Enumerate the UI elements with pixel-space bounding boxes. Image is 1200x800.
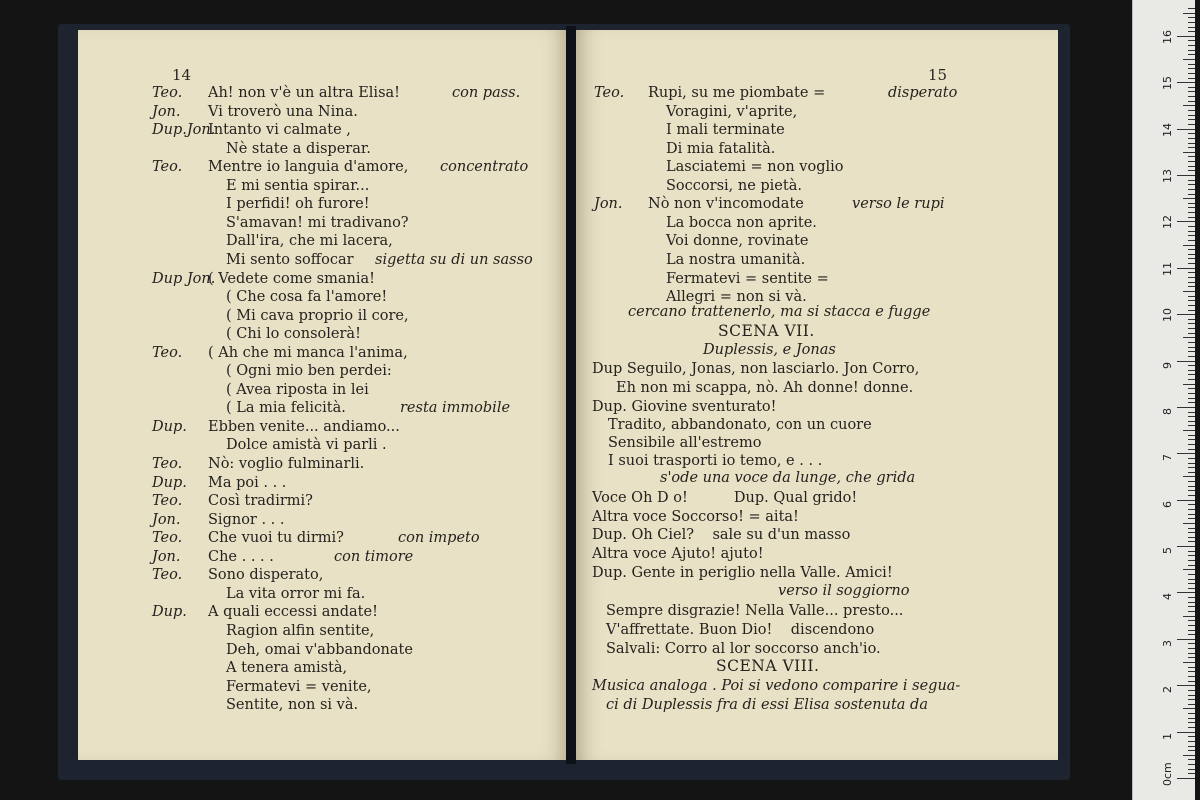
- ruler-tick: [1188, 17, 1195, 18]
- text-line: Altra voce Soccorso! = aita!: [592, 509, 799, 525]
- ruler-tick: [1188, 653, 1195, 654]
- ruler-tick: [1188, 68, 1195, 69]
- ruler-label: 13: [1161, 168, 1174, 183]
- stage-direction: disperato: [888, 85, 958, 101]
- ruler-tick: [1188, 254, 1195, 255]
- ruler-tick: [1188, 54, 1195, 55]
- verse-line: Fermatevi = venite,: [226, 678, 372, 695]
- verse-line: Che . . . .: [208, 548, 274, 565]
- ruler-tick: [1183, 430, 1195, 431]
- ruler-tick: [1188, 96, 1195, 97]
- ruler-tick: [1188, 671, 1195, 672]
- speaker-label: Teo.: [594, 85, 625, 101]
- stage-direction: cercano trattenerlo, ma si stacca e fugge: [628, 304, 931, 320]
- ruler-tick: [1188, 272, 1195, 273]
- speaker-label: Dup.Jon.: [152, 122, 216, 139]
- ruler-tick: [1188, 481, 1195, 482]
- ruler-label: 3: [1161, 639, 1174, 647]
- ruler-tick: [1188, 773, 1195, 774]
- ruler-tick: [1183, 152, 1195, 153]
- ruler-tick: [1188, 161, 1195, 162]
- ruler-tick: [1188, 402, 1195, 403]
- speaker-label: Teo.: [152, 344, 183, 361]
- ruler-label: 2: [1161, 686, 1174, 694]
- verse-line: ( Chi lo consolerà!: [226, 326, 361, 343]
- verse-line: Ragion alfin sentite,: [226, 622, 375, 639]
- verse-line: E mi sentia spirar...: [226, 177, 370, 194]
- ruler-tick: [1188, 110, 1195, 111]
- speaker-label: Teo.: [152, 85, 183, 101]
- speaker-label: Jon.: [152, 103, 181, 120]
- ruler-tick: [1188, 769, 1195, 770]
- ruler-tick: [1188, 643, 1195, 644]
- ruler-tick: [1188, 750, 1195, 751]
- ruler-tick: [1188, 736, 1195, 737]
- ruler-tick: [1188, 115, 1195, 116]
- ruler-tick: [1188, 124, 1195, 125]
- ruler-tick: [1188, 305, 1195, 306]
- verse-line: S'amavan! mi tradivano?: [226, 214, 409, 231]
- measuring-ruler: [1132, 0, 1195, 800]
- verse-line: Rupi, su me piombate =: [648, 85, 826, 101]
- ruler-tick: [1188, 365, 1195, 366]
- ruler-tick: [1188, 277, 1195, 278]
- ruler-tick: [1188, 286, 1195, 287]
- ruler-tick: [1188, 490, 1195, 491]
- verse-line: Sono disperato,: [208, 567, 324, 584]
- page-number-right: 15: [928, 66, 948, 84]
- ruler-label: 1: [1161, 732, 1174, 740]
- ruler-tick: [1188, 532, 1195, 533]
- ruler-tick: [1177, 639, 1195, 640]
- ruler-tick: [1188, 101, 1195, 102]
- ruler-label: 6: [1161, 500, 1174, 508]
- ruler-tick: [1188, 579, 1195, 580]
- verse-line: A quali eccessi andate!: [208, 604, 378, 621]
- ruler-tick: [1188, 351, 1195, 352]
- ruler-tick: [1183, 198, 1195, 199]
- ruler-label: 10: [1161, 308, 1174, 323]
- ruler-tick: [1188, 541, 1195, 542]
- ruler-tick: [1188, 310, 1195, 311]
- speaker-label: Jon.: [152, 511, 181, 528]
- ruler-tick: [1188, 226, 1195, 227]
- ruler-tick: [1188, 388, 1195, 389]
- ruler-tick: [1188, 45, 1195, 46]
- ruler-tick: [1177, 221, 1195, 222]
- speaker-label: Dup.: [152, 474, 187, 491]
- ruler-tick: [1177, 314, 1195, 315]
- verse-line: Allegri = non si và.: [666, 289, 807, 306]
- ruler-tick: [1183, 523, 1195, 524]
- ruler-tick: [1188, 22, 1195, 23]
- ruler-tick: [1188, 296, 1195, 297]
- ruler-tick: [1177, 175, 1195, 176]
- book-gutter: [566, 26, 576, 764]
- ruler-tick: [1188, 551, 1195, 552]
- ruler-tick: [1188, 425, 1195, 426]
- ruler-tick: [1177, 500, 1195, 501]
- verse-line: Dolce amistà vi parli .: [226, 437, 387, 454]
- ruler-label: 16: [1161, 29, 1174, 44]
- stage-direction: con impeto: [398, 530, 480, 547]
- ruler-tick: [1188, 300, 1195, 301]
- ruler-tick: [1188, 87, 1195, 88]
- ruler-tick: [1188, 528, 1195, 529]
- ruler-tick: [1188, 249, 1195, 250]
- ruler-tick: [1188, 486, 1195, 487]
- ruler-tick: [1188, 347, 1195, 348]
- text-line: Sempre disgrazie! Nella Valle... presto...: [606, 603, 904, 619]
- ruler-tick: [1188, 602, 1195, 603]
- ruler-tick: [1188, 78, 1195, 79]
- speaker-label: Teo.: [152, 159, 183, 176]
- speaker-label: Teo.: [152, 530, 183, 547]
- ruler-tick: [1188, 143, 1195, 144]
- ruler-tick: [1183, 105, 1195, 106]
- verse-line: La vita orror mi fa.: [226, 585, 366, 602]
- ruler-tick: [1188, 634, 1195, 635]
- ruler-tick: [1188, 333, 1195, 334]
- verse-line: Signor . . .: [208, 511, 285, 528]
- verse-line: I mali terminate: [666, 122, 785, 139]
- ruler-label: 15: [1161, 76, 1174, 91]
- verse-line: Che vuoi tu dirmi?: [208, 530, 344, 547]
- verse-line: Soccorsi, ne pietà.: [666, 177, 802, 194]
- text-line: V'affrettate. Buon Dio! discendono: [606, 622, 875, 638]
- ruler-tick: [1188, 379, 1195, 380]
- ruler-tick: [1188, 657, 1195, 658]
- verse-line: La nostra umanità.: [666, 251, 806, 268]
- stage-direction: verso le rupi: [852, 196, 945, 213]
- ruler-tick: [1188, 565, 1195, 566]
- verse-line: La bocca non aprite.: [666, 214, 817, 231]
- ruler-tick: [1188, 319, 1195, 320]
- text-line: Dup. Gente in periglio nella Valle. Amici!: [592, 565, 893, 581]
- ruler-tick: [1188, 537, 1195, 538]
- verse-line: ( La mia felicità.: [226, 400, 346, 417]
- stage-direction: s'ode una voce da lunge, che grida: [660, 470, 916, 486]
- ruler-tick: [1188, 263, 1195, 264]
- verse-line: Deh, omai v'abbandonate: [226, 641, 413, 658]
- verse-line: Mi sento soffocar: [226, 251, 354, 268]
- ruler-tick: [1188, 444, 1195, 445]
- speaker-label: Dup.: [152, 604, 187, 621]
- ruler-tick: [1188, 514, 1195, 515]
- speaker-label: Jon.: [152, 548, 181, 565]
- ruler-label: 9: [1161, 361, 1174, 369]
- verse-line: ( Che cosa fa l'amore!: [226, 289, 388, 306]
- ruler-label: 14: [1161, 122, 1174, 137]
- ruler-tick: [1177, 36, 1195, 37]
- ruler-tick: [1188, 704, 1195, 705]
- verse-line: ( Avea riposta in lei: [226, 381, 369, 398]
- ruler-tick: [1183, 291, 1195, 292]
- ruler-tick: [1188, 217, 1195, 218]
- ruler-tick: [1177, 268, 1195, 269]
- ruler-tick: [1188, 495, 1195, 496]
- ruler-tick: [1188, 435, 1195, 436]
- ruler-label: 7: [1161, 454, 1174, 462]
- ruler-tick: [1188, 184, 1195, 185]
- ruler-tick: [1188, 258, 1195, 259]
- ruler-tick: [1188, 472, 1195, 473]
- ruler-tick: [1183, 476, 1195, 477]
- ruler-tick: [1177, 82, 1195, 83]
- stage-direction: sigetta su di un sasso: [375, 251, 533, 268]
- verse-line: Ah! non v'è un altra Elisa!: [208, 85, 400, 101]
- ruler-tick: [1188, 449, 1195, 450]
- ruler-tick: [1188, 555, 1195, 556]
- verse-line: Mentre io languia d'amore,: [208, 159, 409, 176]
- verse-line: ( Mi cava proprio il core,: [226, 307, 409, 324]
- ruler-tick: [1188, 611, 1195, 612]
- verse-line: Ma poi . . .: [208, 474, 287, 491]
- ruler-tick: [1188, 342, 1195, 343]
- ruler-tick: [1188, 648, 1195, 649]
- ruler-tick: [1188, 31, 1195, 32]
- ruler-tick: [1183, 384, 1195, 385]
- ruler-tick: [1177, 732, 1195, 733]
- ruler-tick: [1183, 755, 1195, 756]
- verse-line: Nò: voglio fulminarli.: [208, 456, 365, 472]
- ruler-tick: [1188, 207, 1195, 208]
- verse-line: Voi donne, rovinate: [666, 233, 809, 250]
- verse-line: Voragini, v'aprite,: [666, 103, 798, 120]
- ruler-tick: [1177, 129, 1195, 130]
- scene-persons: Duplessis, e Jonas: [703, 342, 836, 358]
- text-line: Salvali: Corro al lor soccorso anch'io.: [606, 641, 881, 657]
- speaker-label: Teo.: [152, 567, 183, 584]
- ruler-tick: [1188, 356, 1195, 357]
- ruler-tick: [1188, 374, 1195, 375]
- ruler-tick: [1188, 676, 1195, 677]
- ruler-tick: [1188, 323, 1195, 324]
- ruler-tick: [1177, 685, 1195, 686]
- text-line: Sensibile all'estremo: [608, 435, 762, 451]
- ruler-tick: [1188, 8, 1195, 9]
- verse-line: Nè state a disperar.: [226, 140, 371, 157]
- text-line: Dup. Oh Ciel? sale su d'un masso: [592, 527, 851, 543]
- speaker-label: Dup.: [152, 418, 187, 435]
- ruler-tick: [1188, 518, 1195, 519]
- ruler-tick: [1188, 231, 1195, 232]
- ruler-tick: [1188, 690, 1195, 691]
- ruler-tick: [1188, 412, 1195, 413]
- ruler-tick: [1183, 569, 1195, 570]
- ruler-tick: [1183, 13, 1195, 14]
- ruler-tick: [1188, 741, 1195, 742]
- ruler-tick: [1183, 337, 1195, 338]
- verse-line: Così tradirmi?: [208, 493, 313, 510]
- speaker-label: Teo.: [152, 456, 183, 472]
- scene-heading: SCENA VIII.: [716, 657, 820, 675]
- ruler-tick: [1188, 328, 1195, 329]
- stage-direction: con timore: [334, 548, 414, 565]
- ruler-tick: [1188, 467, 1195, 468]
- stage-direction: Musica analoga . Poi si vedono comparire i segua-: [592, 678, 961, 694]
- ruler-tick: [1188, 156, 1195, 157]
- stage-direction: resta immobile: [400, 400, 511, 417]
- verse-line: Ebben venite... andiamo...: [208, 418, 400, 435]
- text-line: Eh non mi scappa, nò. Ah donne! donne.: [616, 380, 914, 396]
- ruler-tick: [1183, 245, 1195, 246]
- ruler-tick: [1188, 119, 1195, 120]
- ruler-tick: [1188, 759, 1195, 760]
- page-number-left: 14: [172, 66, 192, 84]
- ruler-tick: [1183, 59, 1195, 60]
- ruler-tick: [1188, 463, 1195, 464]
- verse-line: Intanto vi calmate ,: [208, 122, 351, 139]
- ruler-label: 11: [1161, 261, 1174, 276]
- ruler-tick: [1188, 625, 1195, 626]
- verse-line: A tenera amistà,: [226, 660, 348, 677]
- ruler-tick: [1188, 194, 1195, 195]
- ruler-tick: [1188, 713, 1195, 714]
- ruler-tick: [1188, 235, 1195, 236]
- ruler-tick: [1188, 398, 1195, 399]
- ruler-tick: [1188, 138, 1195, 139]
- ruler-tick: [1188, 718, 1195, 719]
- ruler-tick: [1188, 458, 1195, 459]
- ruler-tick: [1183, 662, 1195, 663]
- ruler-tick: [1188, 681, 1195, 682]
- ruler-tick: [1188, 282, 1195, 283]
- ruler-tick: [1188, 439, 1195, 440]
- stage-direction: con pass.: [452, 85, 521, 101]
- ruler-tick: [1188, 597, 1195, 598]
- verse-line: Nò non v'incomodate: [648, 196, 804, 213]
- verse-line: Sentite, non si và.: [226, 697, 359, 714]
- ruler-tick: [1183, 708, 1195, 709]
- speaker-label: Jon.: [594, 196, 623, 213]
- ruler-tick: [1188, 504, 1195, 505]
- text-line: Tradito, abbandonato, con un cuore: [608, 417, 872, 433]
- scene-heading: SCENA VII.: [718, 322, 815, 340]
- ruler-tick: [1188, 180, 1195, 181]
- verse-line: Fermatevi = sentite =: [666, 270, 829, 287]
- ruler-tick: [1188, 583, 1195, 584]
- ruler-tick: [1188, 588, 1195, 589]
- ruler-tick: [1188, 727, 1195, 728]
- text-line: Altra voce Ajuto! ajuto!: [592, 546, 764, 562]
- ruler-tick: [1188, 27, 1195, 28]
- ruler-tick: [1188, 64, 1195, 65]
- text-line: Voce Oh D o! Dup. Qual grido!: [592, 490, 858, 506]
- ruler-tick: [1177, 592, 1195, 593]
- ruler-tick: [1188, 212, 1195, 213]
- ruler-tick: [1188, 746, 1195, 747]
- verse-line: Di mia fatalità.: [666, 140, 776, 157]
- ruler-tick: [1188, 203, 1195, 204]
- verse-line: Lasciatemi = non voglio: [666, 159, 844, 176]
- ruler-tick: [1188, 50, 1195, 51]
- ruler-tick: [1188, 147, 1195, 148]
- ruler-tick: [1188, 133, 1195, 134]
- ruler-label: 4: [1161, 593, 1174, 601]
- ruler-tick: [1177, 407, 1195, 408]
- ruler-tick: [1177, 778, 1195, 779]
- text-line: I suoi trasporti io temo, e . . .: [608, 453, 823, 469]
- text-line: Dup. Giovine sventurato!: [592, 399, 777, 415]
- ruler-tick: [1188, 695, 1195, 696]
- ruler-label: 8: [1161, 407, 1174, 415]
- ruler-tick: [1188, 606, 1195, 607]
- verse-line: ( Ogni mio ben perdei:: [226, 363, 392, 380]
- text-line: Dup Seguilo, Jonas, non lasciarlo. Jon Corro,: [592, 361, 920, 377]
- ruler-tick: [1188, 560, 1195, 561]
- ruler-tick: [1188, 421, 1195, 422]
- verse-line: ( Vedete come smania!: [208, 270, 375, 287]
- ruler-tick: [1183, 616, 1195, 617]
- ruler-tick: [1188, 620, 1195, 621]
- verse-line: Dall'ira, che mi lacera,: [226, 233, 393, 250]
- ruler-label: 5: [1161, 547, 1174, 555]
- stage-direction: ci di Duplessis fra di essi Elisa sostenuta da: [606, 697, 928, 713]
- ruler-tick: [1177, 453, 1195, 454]
- ruler-tick: [1177, 361, 1195, 362]
- ruler-tick: [1188, 574, 1195, 575]
- verse-line: I perfidi! oh furore!: [226, 196, 370, 213]
- ruler-tick: [1188, 722, 1195, 723]
- ruler-tick: [1188, 40, 1195, 41]
- speaker-label: Teo.: [152, 493, 183, 510]
- ruler-tick: [1188, 91, 1195, 92]
- stage-direction: concentrato: [440, 159, 529, 176]
- stage-direction: verso il soggiorno: [778, 583, 910, 599]
- verse-line: Vi troverò una Nina.: [208, 103, 358, 120]
- ruler-tick: [1188, 370, 1195, 371]
- ruler-tick: [1177, 546, 1195, 547]
- ruler-tick: [1188, 73, 1195, 74]
- verse-line: ( Ah che mi manca l'anima,: [208, 344, 408, 361]
- ruler-tick: [1188, 416, 1195, 417]
- ruler-tick: [1188, 699, 1195, 700]
- ruler-tick: [1188, 240, 1195, 241]
- ruler-tick: [1188, 166, 1195, 167]
- ruler-tick: [1188, 764, 1195, 765]
- ruler-tick: [1188, 667, 1195, 668]
- ruler-tick: [1188, 630, 1195, 631]
- ruler-tick: [1188, 170, 1195, 171]
- ruler-label: 0cm: [1161, 762, 1174, 786]
- ruler-label: 12: [1161, 215, 1174, 230]
- ruler-tick: [1188, 509, 1195, 510]
- ruler-tick: [1188, 393, 1195, 394]
- ruler-tick: [1188, 189, 1195, 190]
- speaker-label: Dup Jon.: [152, 270, 216, 287]
